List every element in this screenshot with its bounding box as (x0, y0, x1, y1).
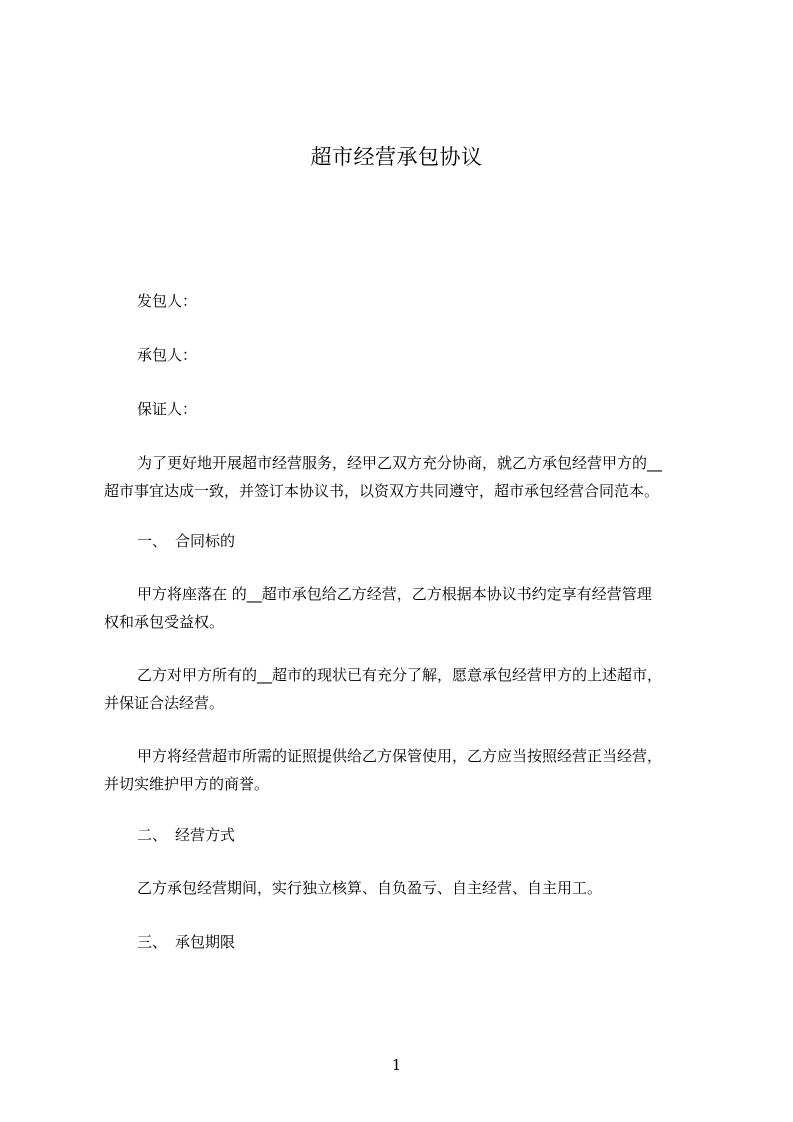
section-1-p2-line-1: 乙方对甲方所有的__超市的现状已有充分了解，愿意承包经营甲方的上述超市， (137, 666, 663, 684)
section-3-heading (137, 932, 235, 952)
section-2-title: 经营方式 (175, 826, 236, 844)
intro-line-1: 为了更好地开展超市经营服务，经甲乙双方充分协商，就乙方承包经营甲方的__ (137, 454, 663, 472)
section-1-p3-line-2: 并切实维护甲方的商誉。 (104, 775, 270, 793)
section-1-number: 一、 (137, 532, 168, 550)
section-1-p1-line-1: 甲方将座落在 的__超市承包给乙方经营，乙方根据本协议书约定享有经营管理 (137, 585, 652, 603)
section-3-number: 三、 (137, 933, 168, 951)
page-number: 1 (391, 1056, 402, 1074)
section-2-heading (137, 825, 235, 845)
section-1-heading (137, 531, 235, 551)
intro-paragraph (104, 449, 704, 505)
section-1-title: 合同标的 (175, 532, 236, 550)
section-1-p1-line-2: 权和承包受益权。 (104, 613, 225, 631)
document-title: 超市经营承包协议 (310, 145, 483, 169)
intro-line-2: 超市事宜达成一致，并签订本协议书，以资双方共同遵守，超市承包经营合同范本。 (104, 482, 660, 500)
contractor-label: 承包人： (137, 346, 198, 364)
section-3-title: 承包期限 (175, 933, 236, 951)
section-1-paragraph-2 (104, 661, 704, 717)
section-1-p3-line-1: 甲方将经营超市所需的证照提供给乙方保管使用，乙方应当按照经营正当经营， (137, 747, 663, 765)
section-1-paragraph-1 (104, 580, 704, 636)
section-1-p2-line-2: 并保证合法经营。 (104, 694, 225, 712)
section-2-paragraph-1: 乙方承包经营期间，实行独立核算、自负盈亏、自主经营、自主用工。 (137, 879, 603, 897)
section-1-paragraph-3 (104, 742, 704, 798)
section-2-number: 二、 (137, 826, 168, 844)
guarantor-label: 保证人： (137, 400, 198, 418)
issuer-label: 发包人： (137, 292, 198, 310)
